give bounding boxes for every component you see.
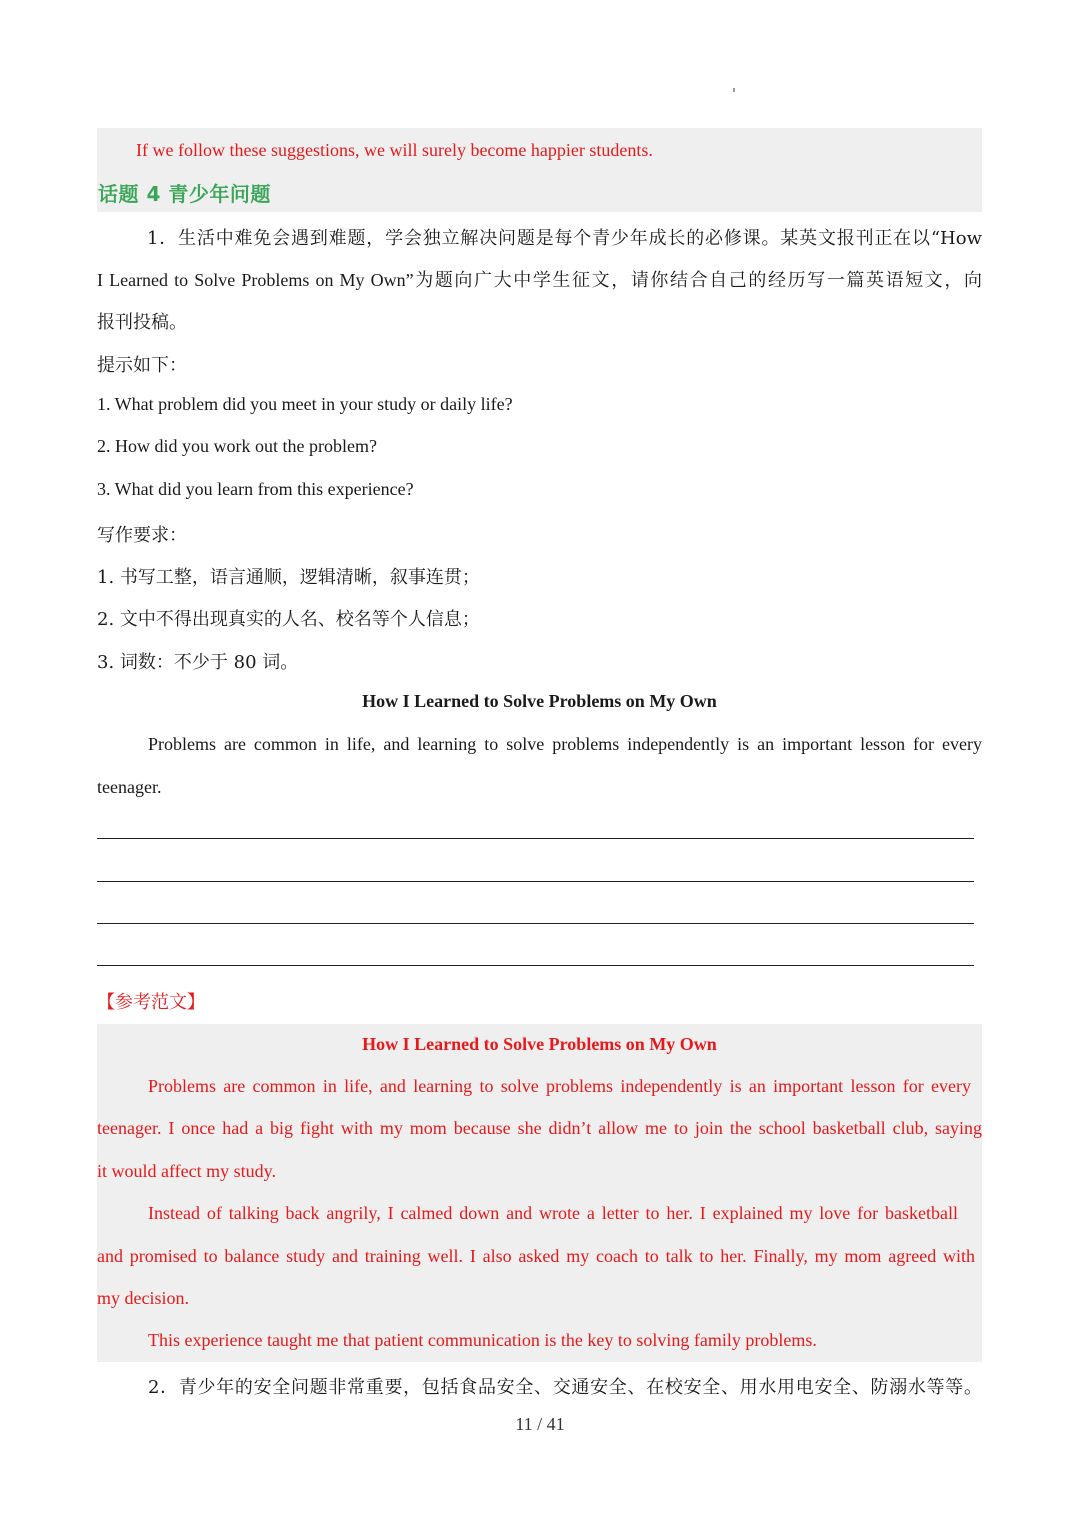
reference-line-2: teenager. I once had a big fight with my mom because she didn’t allow me to join the school basketball club, saying: [97, 1118, 982, 1138]
reference-title: How I Learned to Solve Problems on My Own: [362, 1034, 717, 1054]
answer-line-4: [97, 965, 974, 966]
hint-1: 1. What problem did you meet in your study or daily life?: [97, 394, 513, 414]
hint-3: 3. What did you learn from this experience?: [97, 479, 414, 499]
closing-sentence: If we follow these suggestions, we will surely become happier students.: [136, 140, 653, 160]
topic-heading: 话题 4 青少年问题: [98, 182, 271, 206]
reference-line-1: Problems are common in life, and learning to solve problems independently is an important lesson for every: [148, 1076, 971, 1096]
shaded-box-reference: [97, 1024, 982, 1362]
q1-intro-line1: 1．生活中难免会遇到难题，学会独立解决问题是每个青少年成长的必修课。某英文报刊正在以“How: [147, 228, 982, 249]
answer-line-2: [97, 881, 974, 882]
reference-line-4: Instead of talking back angrily, I calmed down and wrote a letter to her. I explained my love for basketball: [148, 1203, 958, 1223]
answer-line-1: [97, 838, 974, 839]
reference-label: 【参考范文】: [97, 992, 205, 1013]
requirement-1: 1. 书写工整，语言通顺，逻辑清晰，叙事连贯；: [97, 567, 480, 588]
essay-title: How I Learned to Solve Problems on My Own: [362, 691, 717, 711]
essay-opening-line1: Problems are common in life, and learning to solve problems independently is an important lesson for every: [148, 734, 982, 754]
q1-intro-line3: 报刊投稿。: [97, 312, 187, 333]
requirement-2: 2. 文中不得出现真实的人名、校名等个人信息；: [97, 609, 480, 630]
reference-line-5: and promised to balance study and training well. I also asked my coach to talk to her. Finally, my mom agreed with: [97, 1246, 975, 1266]
requirement-3: 3. 词数：不少于 80 词。: [97, 652, 299, 673]
reference-line-3: it would affect my study.: [97, 1161, 276, 1181]
page-number: 11 / 41: [515, 1414, 565, 1434]
header-mark: [733, 88, 735, 92]
essay-opening-line2: teenager.: [97, 777, 162, 797]
q2-intro-line1: 2．青少年的安全问题非常重要，包括食品安全、交通安全、在校安全、用水用电安全、防溺水等等。: [148, 1377, 982, 1398]
hint-2: 2. How did you work out the problem?: [97, 436, 377, 456]
requirements-label: 写作要求：: [97, 525, 187, 546]
reference-line-6: my decision.: [97, 1288, 189, 1308]
answer-line-3: [97, 923, 974, 924]
q1-intro-line2: I Learned to Solve Problems on My Own”为题向广大中学生征文，请你结合自己的经历写一篇英语短文，向: [97, 270, 982, 290]
hints-label: 提示如下：: [97, 355, 187, 376]
reference-line-7: This experience taught me that patient communication is the key to solving family problems.: [148, 1330, 817, 1350]
